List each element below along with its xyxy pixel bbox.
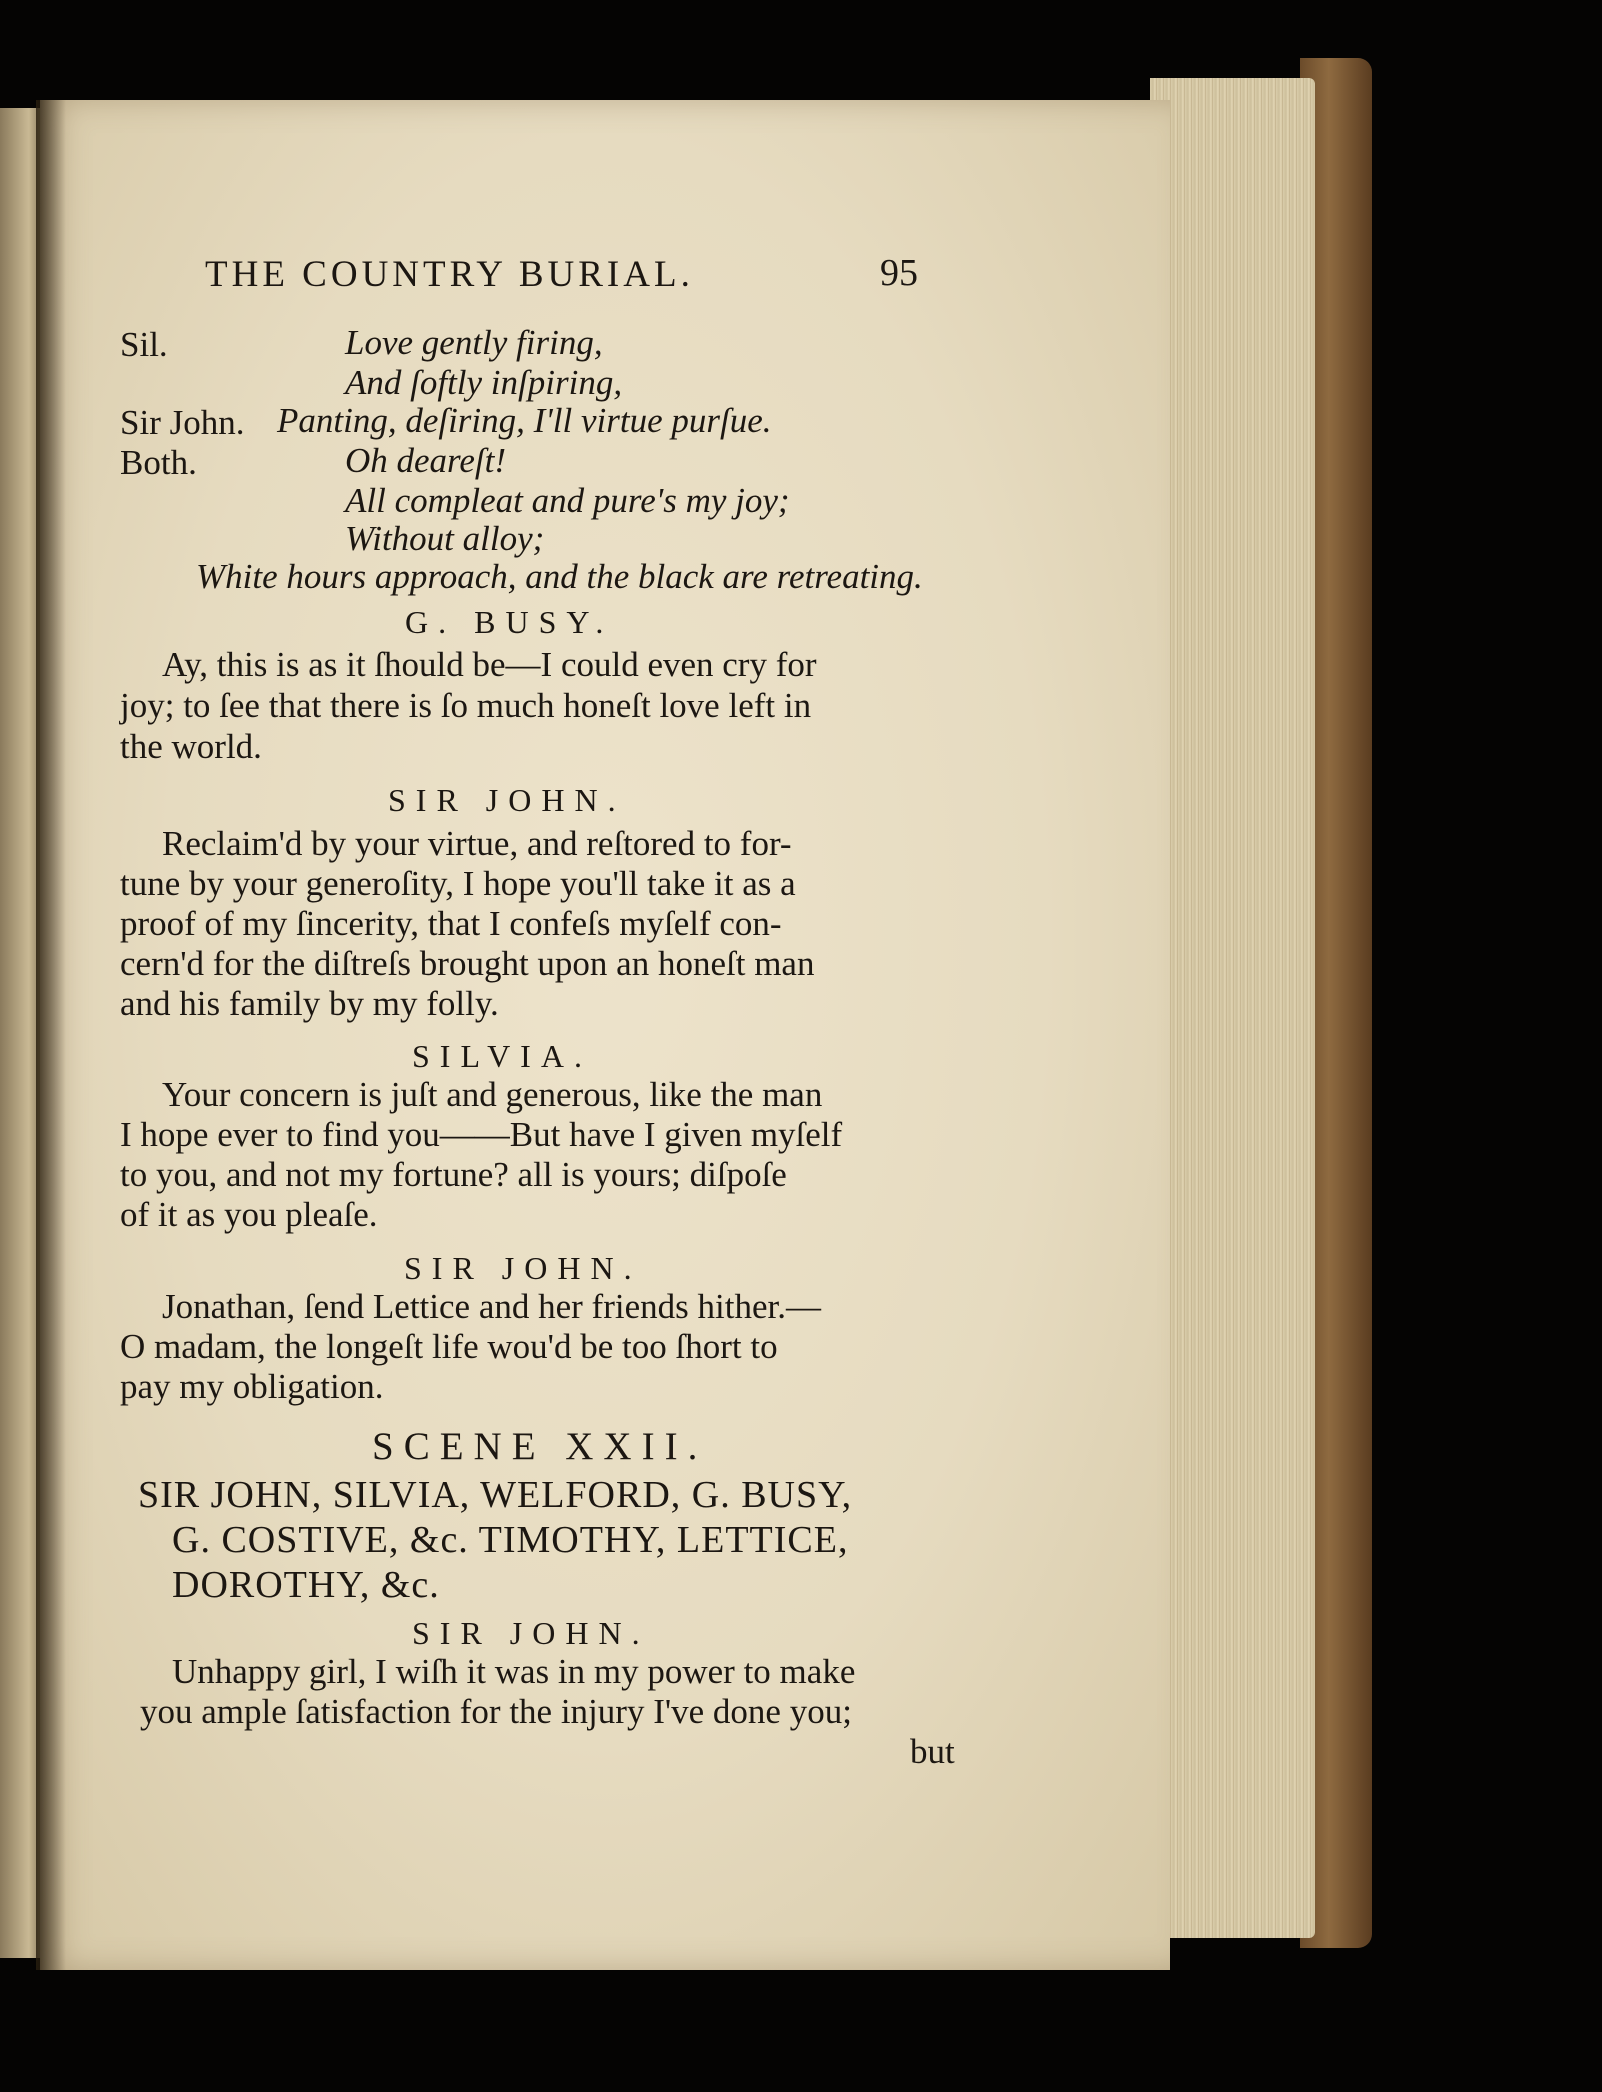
cast-line: DOROTHY, &c. [172, 1564, 440, 1606]
song-line: White hours approach, and the black are retreating. [196, 557, 923, 596]
speech-line: pay my obligation. [120, 1367, 384, 1406]
speech-line: to you, and not my fortune? all is yours; diſpoſe [120, 1155, 787, 1194]
cast-line: SIR JOHN, SILVIA, WELFORD, G. BUSY, [138, 1474, 853, 1516]
speech-line: you ample ſatisfaction for the injury I've done you; [140, 1692, 852, 1731]
speech-line: Your concern is juſt and generous, like the man [162, 1075, 823, 1114]
speech-line: of it as you pleaſe. [120, 1195, 378, 1234]
song-line: Without alloy; [345, 519, 545, 558]
speech-line: cern'd for the diſtreſs brought upon an honeſt man [120, 944, 815, 983]
page-edges [1150, 78, 1315, 1938]
spine-shadow [36, 100, 66, 1970]
speaker-heading: SILVIA. [412, 1038, 592, 1074]
speech-line: Reclaim'd by your virtue, and reſtored to for- [162, 824, 792, 863]
scene-heading: SCENE XXII. [372, 1425, 708, 1468]
speech-line: joy; to ſee that there is ſo much honeſt love left in [120, 686, 812, 725]
song-speaker: Sir John. [120, 403, 245, 442]
speech-line: Ay, this is as it ſhould be—I could even cry for [162, 645, 817, 684]
song-speaker: Sil. [120, 325, 168, 364]
speaker-heading: SIR JOHN. [404, 1250, 642, 1286]
speech-line: tune by your generoſity, I hope you'll take it as a [120, 864, 796, 903]
song-line: Panting, deſiring, I'll virtue purſue. [277, 401, 772, 440]
speech-line: and his family by my folly. [120, 984, 499, 1023]
page-number: 95 [880, 252, 918, 294]
speaker-heading: G. BUSY. [405, 604, 614, 640]
speech-line: Unhappy girl, I wiſh it was in my power to make [172, 1652, 856, 1691]
song-line: Love gently firing, [345, 323, 603, 362]
speech-line: the world. [120, 727, 262, 766]
song-speaker: Both. [120, 443, 197, 482]
catchword: but [910, 1732, 955, 1771]
speaker-heading: SIR JOHN. [412, 1615, 650, 1651]
speech-line: I hope ever to find you——But have I given myſelf [120, 1115, 843, 1154]
speech-line: proof of my ſincerity, that I confeſs myſelf con- [120, 904, 782, 943]
speech-line: O madam, the longeſt life wou'd be too ſhort to [120, 1327, 778, 1366]
speech-line: Jonathan, ſend Lettice and her friends hither.— [162, 1287, 821, 1326]
speaker-heading: SIR JOHN. [388, 782, 626, 818]
cast-line: G. COSTIVE, &c. TIMOTHY, LETTICE, [172, 1519, 849, 1561]
song-line: Oh deareſt! [345, 441, 507, 480]
song-line: All compleat and pure's my joy; [345, 481, 790, 520]
running-head: THE COUNTRY BURIAL. [205, 254, 694, 295]
song-line: And ſoftly inſpiring, [345, 363, 623, 402]
